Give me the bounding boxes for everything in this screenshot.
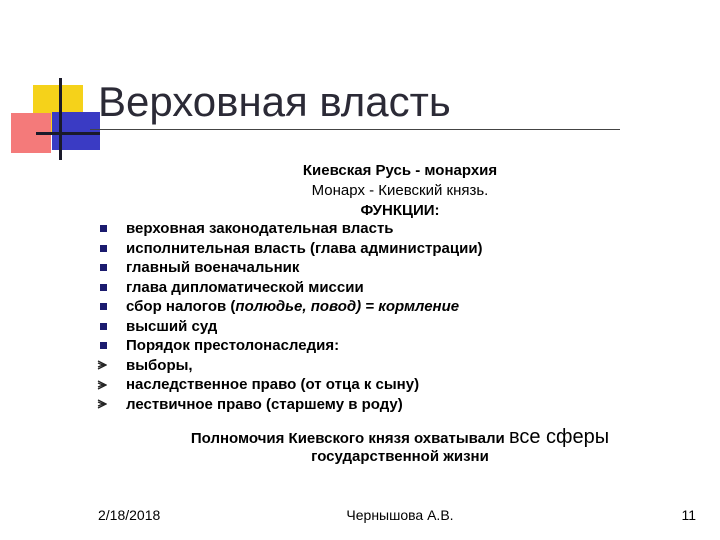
square-bullet-icon bbox=[96, 264, 126, 271]
list-item bbox=[96, 395, 483, 415]
list-item bbox=[96, 239, 483, 259]
square-bullet-icon bbox=[96, 284, 126, 291]
footer-author: Чернышова А.В. bbox=[346, 507, 454, 523]
conclusion-paragraph bbox=[130, 428, 670, 466]
list-item-text: лествичное право (старшему в роду) bbox=[126, 395, 403, 413]
list-item-text: выборы, bbox=[126, 356, 193, 374]
decor-vertical-line bbox=[59, 78, 62, 160]
arrow-bullet-icon bbox=[96, 380, 126, 390]
list-item bbox=[96, 278, 483, 298]
list-item-italic-text: полюдье, повод) = кормление bbox=[235, 298, 460, 316]
title-underline bbox=[90, 129, 620, 130]
list-item-text: Порядок престолонаследия: bbox=[126, 337, 340, 355]
list-item bbox=[96, 317, 483, 337]
functions-list bbox=[96, 219, 483, 414]
square-bullet-icon bbox=[96, 323, 126, 330]
slide-title: Верховная власть bbox=[98, 78, 451, 125]
list-item-text: главный военачальник bbox=[126, 259, 300, 277]
list-item-text: сбор налогов ( bbox=[126, 298, 236, 316]
subtitle-monarchy: Киевская Русь - монархия bbox=[302, 162, 498, 179]
list-item bbox=[96, 336, 483, 356]
footer-date: 2/18/2018 bbox=[98, 507, 161, 523]
list-item-text: высший суд bbox=[126, 317, 218, 335]
subtitle-monarch: Монарх - Киевский князь. bbox=[311, 182, 489, 199]
list-item-text: верховная законодательная власть bbox=[126, 220, 394, 238]
list-item-text: исполнительная власть (глава администрации) bbox=[126, 239, 483, 257]
list-item-text: наследственное право (от отца к сыну) bbox=[126, 376, 420, 394]
footer-page-number: 11 bbox=[681, 507, 696, 523]
conclusion-text-start: Полномочия Киевского князя охватывали bbox=[190, 430, 509, 447]
square-bullet-icon bbox=[96, 303, 126, 310]
list-item bbox=[96, 297, 483, 317]
square-bullet-icon bbox=[96, 225, 126, 232]
list-item-text: глава дипломатической миссии bbox=[126, 278, 364, 296]
square-bullet-icon bbox=[96, 245, 126, 252]
decor-horizontal-line bbox=[36, 132, 100, 135]
list-item bbox=[96, 258, 483, 278]
subtitle-functions: ФУНКЦИИ: bbox=[360, 202, 440, 219]
conclusion-text-end: государственной жизни bbox=[311, 448, 489, 465]
list-item bbox=[96, 356, 483, 376]
list-item bbox=[96, 219, 483, 239]
square-bullet-icon bbox=[96, 342, 126, 349]
conclusion-emphasis: все сферы bbox=[508, 426, 610, 448]
arrow-bullet-icon bbox=[96, 360, 126, 370]
list-item bbox=[96, 375, 483, 395]
arrow-bullet-icon bbox=[96, 399, 126, 409]
